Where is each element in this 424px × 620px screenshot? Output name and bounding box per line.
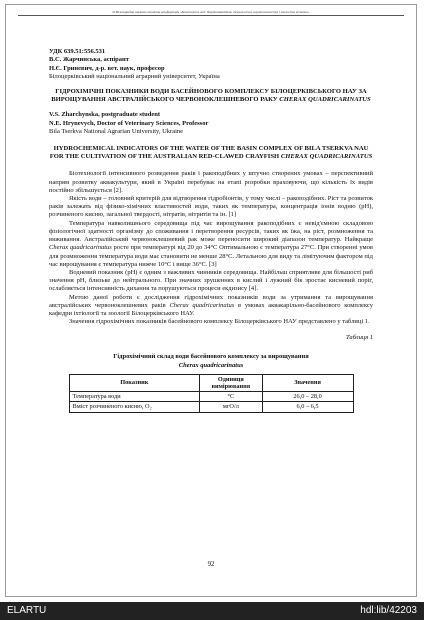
- paragraph-2: Якість води – головний критерій для відтворення гідробіонтів, у тому числі – ракоподібних. Ріст та розвиток раків залежать від фізико-хімічних властивостей води, таких як температура, концентрація іонів водню (pH), розчиненого кисню, загальної твердості, нітратів, нітритів та ін. [1]: [49, 195, 373, 219]
- hydrochemical-table: [69, 374, 354, 413]
- udc-code: УДК 639.51:556.531: [49, 48, 106, 55]
- author-block-uk: [49, 48, 373, 82]
- paragraph-3: [49, 220, 373, 269]
- paper-title-uk-main: ГІДРОХІМІЧНІ ПОКАЗНИКИ ВОДИ БАСЕЙНОВОГО КОМПЛЕКСУ БІЛОЦЕРКІВСЬКОГО НАУ ЗА ВИРОЩУВАННЯ АВСТРАЛІЙСЬКОГО ЧЕРВОНОКЛЕШНЕВОГО РАКУ: [51, 87, 367, 104]
- table-header-indicator: Показник: [69, 374, 200, 391]
- author-2-en: N.E. Hrynevych, Doctor of Veterinary Sciences, Professor: [49, 119, 209, 127]
- table-title-line: Гідрохімічний склад води басейнового комплексу за вирощування: [113, 353, 309, 361]
- table-cell-indicator: Температура води: [69, 392, 200, 402]
- table-cell-indicator: Вміст розчиненого кисню, O₂: [69, 402, 200, 412]
- page-number: 92: [207, 561, 215, 568]
- table-cell-value: 6,0 – 6,5: [262, 402, 353, 412]
- table-cell-value: 26,0 – 28,0: [262, 392, 353, 402]
- table-cell-unit: мгO/л: [200, 402, 262, 412]
- paper-title-en-species: CHERAX QUADRICARINATUS: [280, 153, 373, 161]
- repository-footer: [0, 602, 424, 620]
- affiliation-en: Bila Tserkva National Agrarian University, Ukraine: [49, 128, 184, 136]
- paper-title-en: [49, 145, 373, 162]
- paragraph-3-part-a: Температура навколишнього середовища під час вирощування ракоподібних є невід'ємною складовою фізіологічної здатності організму до споживання і перетворення ресурсів, таких як їжа, на ріст, розмноження та виживання. Австралійський червоноклешневий рак може переносити широкий діапазон температур. Найкраще: [49, 219, 373, 244]
- paper-title-uk-species: CHERAX QUADRICARINATUS: [279, 96, 371, 104]
- paragraph-4: Водневий показник (pH) є одним з важливих чинників середовища. Найбільш сприятливе для більшості риб значення pH, близьке до нейтрального. При значних зрушеннях в кислий і лужний бік зростає кисневий поріг, ослабляється інтенсивність дихання та порушуються процеси екдизису [4].: [49, 268, 373, 293]
- paragraph-5-part-b: в умовах аквакарільно-басейнового комплексу кафедри іхтіології та зоології Білоцерківського НАУ.: [49, 301, 373, 317]
- document-page: [5, 4, 417, 597]
- table-row: [69, 392, 353, 402]
- author-1-en: V.S. Zharchynska, postgraduate student: [49, 111, 161, 119]
- paragraph-5-part-a: Метою даної роботи є дослідження гідрохімічних показників води за утримання та вирощування австралійських червоноклешневих раків: [49, 293, 373, 309]
- table-header-value: Значення: [262, 374, 353, 391]
- table-title: [49, 353, 373, 369]
- paragraph-6: Значення гідрохімічних показників басейнового комплексу Білоцерківського НАУ представлено у таблиці 1.: [69, 318, 370, 326]
- table-header-row: [69, 374, 353, 391]
- author-1-uk: В.С. Жарчинська, аспірант: [49, 56, 129, 64]
- table-label: Таблиця 1: [346, 334, 373, 342]
- paragraph-3-species: Cherax quadricarinatus: [49, 244, 112, 252]
- paper-title-uk: [49, 88, 373, 105]
- running-header: II Міжнародна науково-технічна конференція «Безпечність вод: біорізноманіття, технологічні, агротехнологічні і екологічні аспекти»: [18, 10, 404, 16]
- table-cell-unit: °С: [200, 392, 262, 402]
- footer-repository-name: ELARTU: [7, 605, 47, 616]
- body-text: [49, 170, 373, 326]
- paragraph-5-species: Cherax quadricarinatus: [169, 301, 235, 309]
- paper-title-en-main: HYDROCHEMICAL INDICATORS OF THE WATER OF THE BASIN COMPLEX OF BILA TSERKVA NAU FOR THE CULTIVATION OF THE AUSTRALIAN RED-CLAWED CRAYFISH: [49, 144, 369, 161]
- author-2-uk: Н.Є. Гриневич, д-р. вет. наук, професор: [49, 64, 165, 72]
- paragraph-5: [49, 294, 373, 319]
- paragraph-3-part-b: росте при температурі від 20 до 34°С Оптимальною є температура 27°С. При створенні умов для розмноження температура води має становити не менше 28°С. Летальною для виду та лімітуючим фактором під час вирощування є температура нижче 10°С і вище 36°С. [3]: [49, 244, 373, 268]
- affiliation-uk: Білоцерківський національний аграрний університет, Україна: [49, 73, 220, 81]
- table-row: [69, 402, 353, 412]
- page-content: [49, 48, 373, 413]
- table-header-unit: Одиниця вимірювання: [200, 374, 262, 391]
- footer-handle: hdl:lib/42203: [360, 605, 417, 616]
- author-block-en: [49, 111, 373, 136]
- paragraph-1: Біотехнології інтенсивного розведення раків і ракоподібних у штучно створених умовах – перспективний напрям розвитку аквакультури, який в Україні перебуває на етапі розробки враховуючи, що кількість їх видів постійно збільшується [2].: [49, 170, 373, 194]
- table-title-species: Cherax quadricarinatus: [178, 361, 244, 369]
